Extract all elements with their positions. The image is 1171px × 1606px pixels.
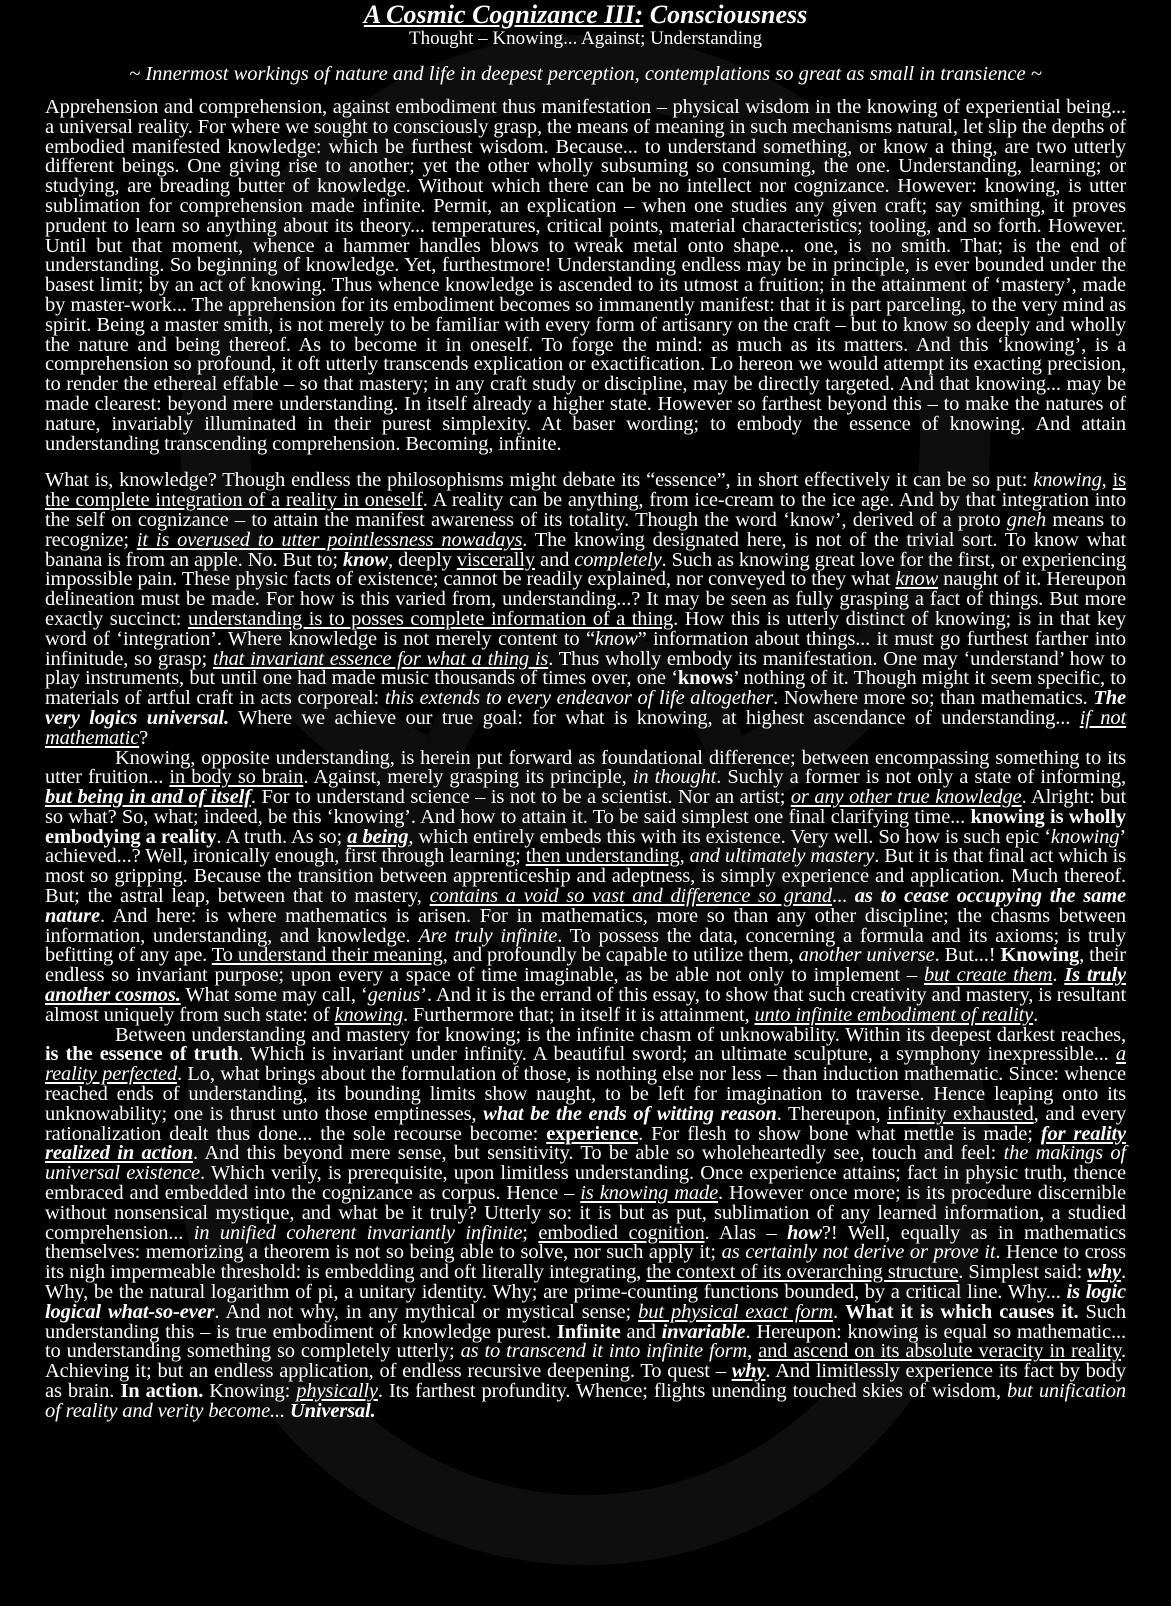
text-run: why [731,1360,766,1383]
text-run: Is truly another cosmos. [45,964,1127,1007]
text-run: is knowing made [580,1182,719,1205]
text-run: . Suchly a former is not only a state of informing, [716,766,1127,789]
text-run: . Its farthest profundity. Whence; flights unending touched skies of wisdom, [377,1380,1007,1402]
text-run: and ascend on its absolute veracity in reality [758,1340,1122,1363]
text-run: . But...! [934,944,1001,967]
text-run: Universal. [289,1399,376,1422]
text-run: what be the ends of witting reason [483,1102,777,1125]
text-run: as certainly not derive or prove it [721,1241,996,1264]
text-run: is logic logical what-so-ever [45,1281,1126,1323]
text-run: . How this is utterly distinct of knowing; is in that key word of ‘integration’. Where knowledge is not merely content to “ [45,607,1126,650]
text-run: as to transcend it into infinite form [460,1340,748,1363]
text-run: Knowing: [203,1380,297,1402]
text-run: know [342,548,388,571]
text-run: . Alas – [704,1221,788,1244]
text-run: . [1052,964,1065,987]
text-run: knowing is wholly embodying a reality [45,805,1126,848]
text-run: the context of its overarching structure [646,1261,959,1284]
text-run: know [895,568,939,591]
text-run: ; [522,1221,539,1244]
text-run: . To possess the data, concerning a formula and its axioms; is truly befitting of any ape. [45,924,1126,967]
text-run: Apprehension and comprehension, against embodiment thus manifestation – physical wisdom in the knowing of experiential being... a universal reality. For where we sought to consciously grasp, the means of meaning in such mechanisms natural, let slip the depths of embodied manifested knowledge: which be furthest wisdom. Because... to understand something, or know a thing, are two utterly different beings. One giving rise to another; yet the other wholly subsuming so consuming, the one. Understanding, learning; or studying, are breading butter of knowledge. Without which there can be no intellect nor cognizance. However: knowing, is utter sublimation for comprehension made infinite. Permit, an explication – when one studies any given craft; say smithing, it proves prudent to learn so anything about its theory... temperatures, critical points, material characteristics; tooling, and so forth. However. Until but that moment, whence a hammer handles blows to wreak metal onto shape... one, is no smith. That; is the end of understanding. So beginning of knowledge. Yet, furthestmore! Understanding endless may be in principle, is ever bounded under the basest limit; by an act of knowing. Thus whence knowledge is ascended to its utmost a fruition; in the attainment of ‘mastery’, made by master-work... The apprehension for its embodiment becomes so immanently manifest: that it is part parceling, to the very mind as spirit. Being a master smith, is not merely to be familiar with every form of artisanry on the craft – but to know so deeply and wholly the nature and being thereof. As to become it in oneself. To forge the mind: as much as its matters. And this ‘knowing’, is a comprehension so profound, it oft utterly transcends explication or exactification. Lo hereon we would attempt its exacting precision, to render the ethereal effable – so that mastery; in any craft study or discipline, may be directly targeted. And that knowing... may be made clearest: beyond mere understanding. In itself already a higher state. However so farthest beyond this – to make the natures of nature, invariably illuminated in their purest simplexity. At baser wording; to embody the essence of knowing. And attain understanding transcending comprehension. Becoming, infinite. [45,96,1126,455]
text-run: invariable [661,1320,746,1343]
text-run: In action. [120,1380,204,1402]
text-run: . And limitlessly experience its fact by body as brain. [45,1360,1126,1402]
text-run: but physical exact form [638,1300,833,1323]
text-run: the makings of universal existence [45,1142,1126,1185]
paragraph-3 [45,746,1127,1026]
text-run: , their endless so invariant purpose; upon every a space of time imaginable, as be able not only to implement – [45,944,1126,987]
text-run: , deeply [387,548,457,571]
text-run: . Alright: but so what? So, what; indeed, be this ‘knowing’. And how to attain it. To be said simplest one final clarifying time... [45,786,1126,828]
text-run: as to cease occupying the same nature [45,885,1127,927]
paragraph-1 [45,98,1126,454]
text-run: experience [546,1122,639,1145]
text-run: it is overused to utter pointlessness nowadays [136,528,523,551]
text-run: gneh [1006,508,1047,531]
text-run: infinity exhausted [887,1102,1034,1125]
text-run: . Hereupon: knowing is equal so mathematic... to understanding something so completely utterly; [45,1320,1126,1363]
text-run: . Simplest said: [958,1261,1088,1284]
text-run: and ultimately mastery [689,845,875,868]
text-run: . Thus wholly embody its manifestation. One may ‘understand’ how to play instruments, but until one had made music thousands of times over, one ‘ [45,647,1126,690]
text-run: a being [347,825,409,848]
text-run: means to recognize; [45,508,1127,551]
text-run: , and profoundly be capable to utilize them, [442,944,799,967]
title-series: A Cosmic Cognizance III: [363,0,644,29]
text-run: how [787,1221,822,1244]
text-run: . Nowhere more so; than mathematics. [773,687,1094,710]
text-run: a reality perfected [45,1043,1126,1086]
text-run: ... [832,885,855,908]
text-run: knowing [334,1003,403,1026]
text-run: or any other true knowledge [790,786,1022,809]
text-run: then understanding [525,845,680,868]
text-run: for reality realized in action [45,1122,1126,1165]
text-run: . For flesh to show bone what mettle is made; [638,1122,1041,1145]
text-run: . Which is invariant under infinity. A beautiful sword; an ultimate sculpture, a symphony inexpressible... [238,1043,1116,1066]
text-run: Are truly infinite [418,924,558,947]
text-run: know [594,627,638,650]
text-run: that invariant essence for what a thing is [212,647,549,670]
text-run: in unified coherent invariantly infinite [193,1221,523,1244]
text-run: The very logics universal. [45,687,1126,729]
text-run: To understand their meaning [211,944,443,967]
text-run: knows [677,667,733,690]
text-run: Such understanding this – is true embodiment of knowledge purest. [45,1300,1126,1343]
text-run: Knowing, opposite understanding, is herein put forward as foundational difference; between encompassing something to its utter fruition... [45,746,1126,789]
title-topic: Consciousness [643,0,808,29]
text-run: What some may call, ‘ [180,984,368,1007]
text-run: physically [296,1380,378,1402]
text-run: but unification of reality and verity become... [45,1380,1126,1422]
text-run: knowing [1033,469,1102,492]
text-run: another universe [798,944,935,967]
text-run: . And here: is where mathematics is arisen. For in mathematics, more so than any other discipline; the chasms between information, understanding, and knowledge. [45,904,1126,947]
text-run: Knowing [1000,944,1080,967]
text-run: ? [139,726,149,749]
text-run: . [832,1300,846,1323]
text-run: Infinite [556,1320,621,1343]
text-run: . Furthermore that; in itself it is attainment, [402,1003,755,1026]
text-run: embodied cognition [538,1221,705,1244]
text-run: . And this beyond mere sense, but sensitivity. To be able so wholeheartedly see, touch and feel: [193,1142,1004,1165]
text-run: . A truth. As so; [216,825,348,848]
text-run: why [1087,1261,1122,1284]
text-run: viscerally [456,548,535,571]
text-run: . However once more; is its procedure discernible without nonsensical mystique, and what be it truly? Utterly so: it is but as put, sublimation of any learned information, a studied comprehension... [45,1182,1127,1244]
document-subtitle: Thought – Knowing... Against; Understanding [408,28,763,49]
document-title [45,0,1126,28]
text-run: is the essence of truth [45,1043,239,1066]
epigraph: ~ Innermost workings of nature and life in deepest perception, contemplations so great as small in transience ~ [129,63,1042,85]
text-run: . Why, be the natural logarithm of pi, a unitary identity. Why; are prime-counting functions bounded, by a critical line. Why... [45,1261,1126,1304]
text-run: in thought [632,766,717,789]
text-run: . Lo, what brings about the formulation of those, is nothing else nor less – than induction mathematic. Since: whence reached ends of understanding, its bounding limits show naught, to be left for imagination to traverse. Hence leaping onto its unknowability; one is thrust unto those emptinesses, [45,1063,1126,1125]
text-run: genius [367,984,421,1007]
text-run: What it is which causes it. [845,1300,1079,1323]
text-run: , [679,845,690,868]
text-run: ’ nothing of it. Though might it seem specific, to materials of artful craft in acts corporeal: [45,667,1126,710]
text-run: . The knowing designated here, is not of the trivial sort. To know what banana is from an apple. No. But to; [45,528,1126,571]
text-run: . Against, merely grasping its principle, [303,766,633,789]
text-run: . Thereupon, [776,1102,888,1125]
text-run: this extends to every endeavor of life altogether [384,687,774,710]
text-run: completely [574,548,662,571]
paragraph-4 [45,1023,1127,1422]
text-run: and [534,548,575,571]
text-run: What is, knowledge? Though endless the philosophisms might debate its “essence”, in short effectively it can be so put: [45,469,1034,492]
text-run: understanding is to posses complete information of a thing [187,607,674,630]
text-run: . Achieving it; but an endless application, of endless recursive deepening. To quest – [45,1340,1126,1383]
text-run: ’. And it is the errand of this essay, to show that such creativity and mastery, is resultant almost uniquely from such state: of [45,984,1126,1026]
text-run: but create them [923,964,1053,987]
text-run: ?! Well, equally as in mathematics themselves: memorizing a theorem is not so being able to solve, nor such apply it; [45,1221,1126,1264]
text-run: . Hence to cross its nigh impermeable threshold: is embedding and oft literally integrating, [45,1241,1126,1284]
text-run: , which entirely embeds this with its existence. Very well. So how is such epic ‘ [408,825,1051,848]
text-run: in body so brain [169,766,304,789]
text-run: knowing [1050,825,1120,848]
text-run: is the complete integration of a reality in oneself [45,469,1127,512]
text-run: , and every rationalization dealt thus done... the sole recourse become: [45,1102,1126,1145]
text-run: . [1033,1003,1039,1026]
text-run: unto infinite embodiment of reality [754,1003,1034,1026]
text-run: Between understanding and mastery for knowing; is the infinite chasm of unknowability. Within its deepest darkest reaches, [115,1023,1126,1046]
text-run: and [620,1320,662,1343]
text-run: . Such as knowing great love for the first, or experiencing impossible pain. These physic facts of existence; cannot be readily explained, nor conveyed to they what [45,548,1126,591]
text-run: but being in and of itself [45,786,251,809]
paragraph-2 [45,471,1126,748]
text-run: naught of it. Hereupon delineation must be made. For how is this varied from, understanding...? It may be seen as fully grasping a fact of things. But more exactly succinct: [45,568,1126,630]
text-run: , [1101,469,1113,492]
text-run: if not mathematic [45,706,1126,749]
text-run: Where we achieve our true goal: for what is knowing, at highest ascendance of understanding... [228,706,1080,729]
text-run: . And not why, in any mythical or mystical sense; [214,1300,639,1323]
text-run: . A reality can be anything, from ice-cream to the ice age. And by that integration into the self on cognizance – to attain the manifest awareness of its totality. Though the word ‘know’, derived of a proto [45,489,1126,531]
text-run: ” information about things... it must go furthest farther into infinitude, so grasp; [45,627,1126,670]
text-run: . Which verily, is prerequisite, upon limitless understanding. Once experience attains; fact in physic truth, thence embraced and embedded into the cognizance as corpus. Hence – [45,1162,1126,1205]
text-run: ’ achieved...? Well, ironically enough, first through learning; [45,825,1126,868]
text-run: , [747,1340,759,1363]
text-run: contains a void so vast and difference so grand [429,885,833,908]
text-run: . But it is that final act which is most so gripping. Because the transition between apprenticeship and adeptness, is simply experience and application. Much thereof. But; the astral leap, between that to mastery, [45,845,1126,908]
text-run: . For to understand science – is not to be a scientist. Nor an artist; [250,786,791,809]
